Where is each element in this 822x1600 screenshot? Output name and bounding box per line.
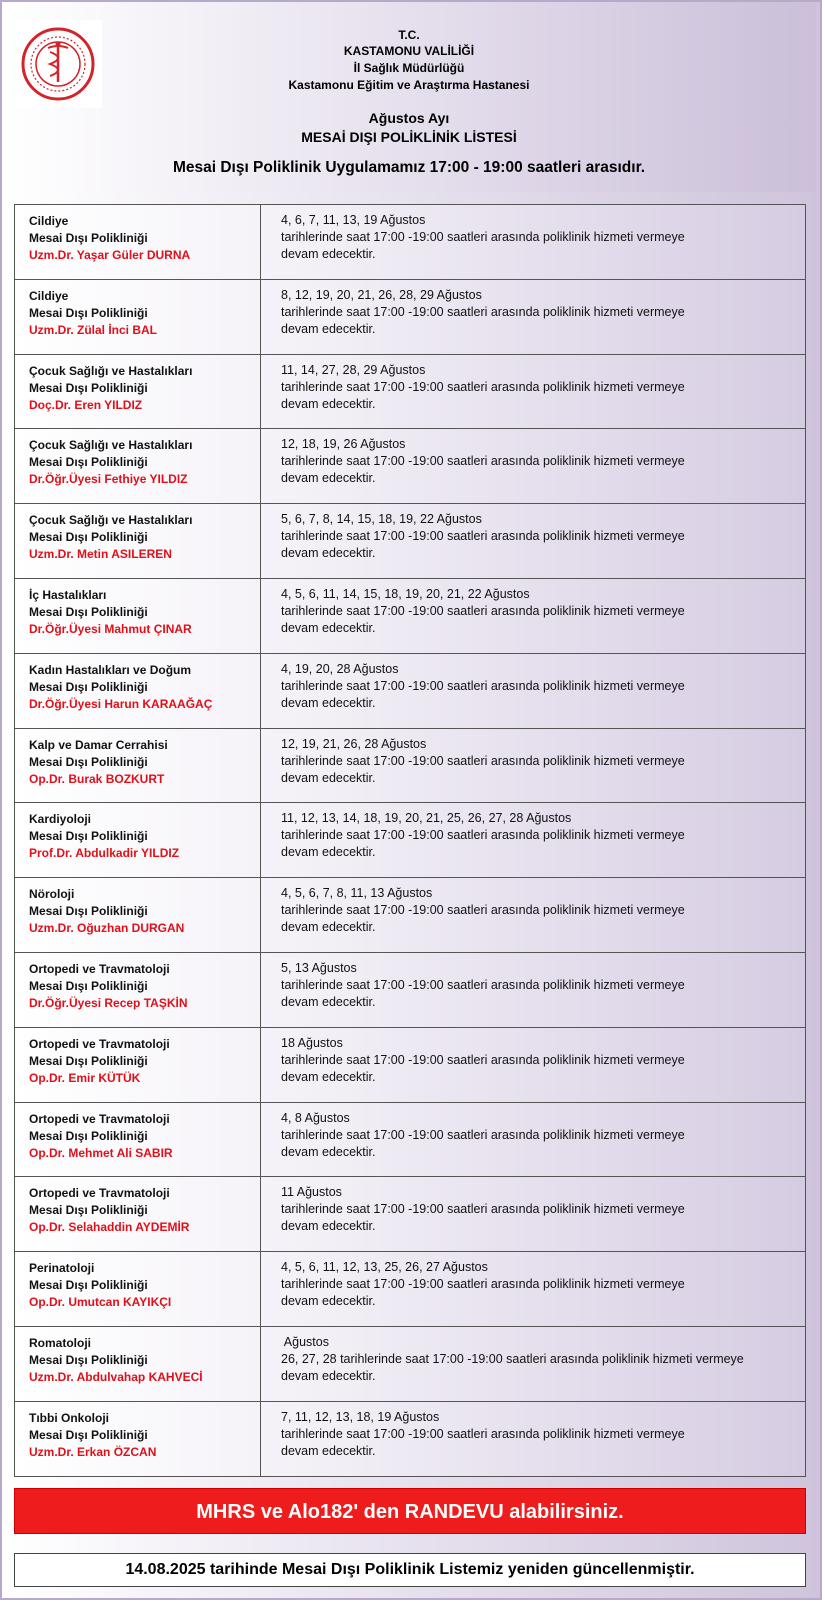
clinic-label: Mesai Dışı Polikliniği <box>29 530 148 545</box>
clinic-label: Mesai Dışı Polikliniği <box>29 1352 148 1367</box>
table-row <box>14 953 806 1028</box>
clinic-label: Mesai Dışı Polikliniği <box>29 904 148 919</box>
doctor-name: Op.Dr. Burak BOZKURT <box>29 771 165 786</box>
table-row <box>14 355 806 430</box>
clinic-cell <box>15 953 261 1027</box>
schedule-detail: tarihlerinde saat 17:00 -19:00 saatleri arasında poliklinik hizmeti vermeye <box>281 678 685 693</box>
doctor-name: Op.Dr. Emir KÜTÜK <box>29 1070 141 1085</box>
schedule-tail: devam edecektir. <box>281 546 376 561</box>
table-row <box>14 1402 806 1477</box>
schedule-dates: 4, 8 Ağustos <box>281 1110 350 1125</box>
clinic-cell <box>15 579 261 653</box>
clinic-cell <box>15 1327 261 1401</box>
schedule-dates: 4, 5, 6, 7, 8, 11, 13 Ağustos <box>281 886 433 901</box>
schedule-cell <box>269 878 805 952</box>
header-hospital: Kastamonu Eğitim ve Araştırma Hastanesi <box>288 78 530 92</box>
doctor-name: Uzm.Dr. Oğuzhan DURGAN <box>29 921 185 936</box>
schedule-cell <box>269 1402 805 1476</box>
table-row <box>14 205 806 280</box>
department-name: Çocuk Sağlığı ve Hastalıkları <box>29 363 193 378</box>
schedule-cell <box>269 355 805 429</box>
schedule-dates: 4, 5, 6, 11, 12, 13, 25, 26, 27 Ağustos <box>281 1260 488 1275</box>
table-row <box>14 1103 806 1178</box>
department-name: Kalp ve Damar Cerrahisi <box>29 737 168 752</box>
schedule-detail: tarihlerinde saat 17:00 -19:00 saatleri arasında poliklinik hizmeti vermeye <box>281 1277 685 1292</box>
schedule-cell <box>269 803 805 877</box>
schedule-detail: tarihlerinde saat 17:00 -19:00 saatleri arasında poliklinik hizmeti vermeye <box>281 454 685 469</box>
schedule-detail: tarihlerinde saat 17:00 -19:00 saatleri arasında poliklinik hizmeti vermeye <box>281 529 685 544</box>
department-name: Çocuk Sağlığı ve Hastalıkları <box>29 513 193 528</box>
schedule-dates: 11, 12, 13, 14, 18, 19, 20, 21, 25, 26, 27, 28 Ağustos <box>281 811 572 826</box>
clinic-cell <box>15 878 261 952</box>
department-name: Ortopedi ve Travmatoloji <box>29 961 170 976</box>
schedule-tail: devam edecektir. <box>281 1443 376 1458</box>
schedule-tail: devam edecektir. <box>281 1219 376 1234</box>
schedule-cell <box>269 429 805 503</box>
header-list-title: MESAİ DIŞI POLİKLİNİK LİSTESİ <box>301 129 517 145</box>
schedule-dates: 11, 14, 27, 28, 29 Ağustos <box>281 362 426 377</box>
schedule-tail: devam edecektir. <box>281 247 376 261</box>
department-name: Ortopedi ve Travmatoloji <box>29 1111 170 1126</box>
doctor-name: Dr.Öğr.Üyesi Mahmut ÇINAR <box>29 621 192 636</box>
table-row <box>14 878 806 953</box>
schedule-detail: tarihlerinde saat 17:00 -19:00 saatleri arasında poliklinik hizmeti vermeye <box>281 1202 685 1217</box>
schedule-tail: devam edecektir. <box>281 396 376 411</box>
clinic-label: Mesai Dışı Polikliniği <box>29 679 148 694</box>
doctor-name: Uzm.Dr. Metin ASILEREN <box>29 547 172 562</box>
clinic-label: Mesai Dışı Polikliniği <box>29 1128 148 1143</box>
clinic-cell <box>15 429 261 503</box>
department-name: Cildiye <box>29 214 69 228</box>
clinic-cell <box>15 654 261 728</box>
update-note: 14.08.2025 tarihinde Mesai Dışı Poliklinik Listemiz yeniden güncellenmiştir. <box>14 1553 806 1587</box>
clinic-cell <box>15 729 261 803</box>
table-row <box>14 429 806 504</box>
schedule-detail: tarihlerinde saat 17:00 -19:00 saatleri arasında poliklinik hizmeti vermeye <box>281 230 685 244</box>
schedule-tail: devam edecektir. <box>281 994 376 1009</box>
schedule-cell <box>269 654 805 728</box>
schedule-cell <box>269 1028 805 1102</box>
schedule-tail: devam edecektir. <box>281 620 376 635</box>
clinic-label: Mesai Dışı Polikliniği <box>29 380 148 395</box>
schedule-cell <box>269 1177 805 1251</box>
table-row <box>14 803 806 878</box>
schedule-cell <box>269 729 805 803</box>
schedule-cell <box>269 579 805 653</box>
doctor-name: Uzm.Dr. Yaşar Güler DURNA <box>29 248 191 262</box>
table-row <box>14 1327 806 1402</box>
schedule-dates: 5, 13 Ağustos <box>281 960 357 975</box>
schedule-cell <box>269 504 805 578</box>
header-tc: T.C. <box>398 28 420 42</box>
clinic-label: Mesai Dışı Polikliniği <box>29 1278 148 1293</box>
schedule-dates: 5, 6, 7, 8, 14, 15, 18, 19, 22 Ağustos <box>281 512 482 527</box>
schedule-tail: devam edecektir. <box>281 471 376 486</box>
schedule-detail: tarihlerinde saat 17:00 -19:00 saatleri arasında poliklinik hizmeti vermeye <box>281 828 685 843</box>
doctor-name: Op.Dr. Selahaddin AYDEMİR <box>29 1220 190 1235</box>
doctor-name: Op.Dr. Mehmet Ali SABIR <box>29 1145 173 1160</box>
clinic-label: Mesai Dışı Polikliniği <box>29 1053 148 1068</box>
schedule-cell <box>269 1252 805 1326</box>
department-name: İç Hastalıkları <box>29 587 107 602</box>
doctor-name: Uzm.Dr. Abdulvahap KAHVECİ <box>29 1369 203 1384</box>
schedule-detail: tarihlerinde saat 17:00 -19:00 saatleri arasında poliklinik hizmeti vermeye <box>281 903 685 918</box>
clinic-label: Mesai Dışı Polikliniği <box>29 604 148 619</box>
department-name: Romatoloji <box>29 1335 91 1350</box>
department-name: Perinatoloji <box>29 1261 95 1276</box>
department-name: Kardiyoloji <box>29 812 92 827</box>
header-valilik: KASTAMONU VALİLİĞİ <box>343 44 475 58</box>
table-row <box>14 1028 806 1103</box>
schedule-detail: tarihlerinde saat 17:00 -19:00 saatleri arasında poliklinik hizmeti vermeye <box>281 603 685 618</box>
clinic-cell <box>15 205 261 279</box>
department-name: Çocuk Sağlığı ve Hastalıkları <box>29 438 193 453</box>
page-header <box>2 2 816 192</box>
clinic-cell <box>15 1103 261 1177</box>
clinic-cell <box>15 1402 261 1476</box>
doctor-name: Prof.Dr. Abdulkadir YILDIZ <box>29 846 180 861</box>
schedule-cell <box>269 1103 805 1177</box>
department-name: Nöroloji <box>29 887 75 902</box>
schedule-dates: 11 Ağustos <box>281 1185 342 1200</box>
schedule-cell <box>269 280 805 354</box>
table-row <box>14 1252 806 1327</box>
schedule-dates: 8, 12, 19, 20, 21, 26, 28, 29 Ağustos <box>281 287 482 302</box>
table-row <box>14 654 806 729</box>
schedule-detail: tarihlerinde saat 17:00 -19:00 saatleri arasında poliklinik hizmeti vermeye <box>281 1127 685 1142</box>
schedule-dates: 4, 5, 6, 11, 14, 15, 18, 19, 20, 21, 22 Ağustos <box>281 586 530 601</box>
schedule-dates: 4, 19, 20, 28 Ağustos <box>281 661 399 676</box>
schedule-detail: tarihlerinde saat 17:00 -19:00 saatleri arasında poliklinik hizmeti vermeye <box>281 1052 685 1067</box>
schedule-detail: 26, 27, 28 tarihlerinde saat 17:00 -19:00 saatleri arasında poliklinik hizmeti vermeye <box>281 1351 744 1366</box>
clinic-schedule-table <box>14 204 806 1477</box>
department-name: Kadın Hastalıkları ve Doğum <box>29 662 192 677</box>
schedule-tail: devam edecektir. <box>281 1294 376 1309</box>
clinic-cell <box>15 1177 261 1251</box>
clinic-cell <box>15 1028 261 1102</box>
schedule-tail: devam edecektir. <box>281 845 376 860</box>
schedule-tail: devam edecektir. <box>281 1069 376 1084</box>
clinic-label: Mesai Dışı Polikliniği <box>29 978 148 993</box>
clinic-label: Mesai Dışı Polikliniği <box>29 1203 148 1218</box>
clinic-label: Mesai Dışı Polikliniği <box>29 1427 148 1442</box>
clinic-cell <box>15 1252 261 1326</box>
schedule-dates: 7, 11, 12, 13, 18, 19 Ağustos <box>281 1409 440 1424</box>
schedule-cell <box>269 953 805 1027</box>
table-row <box>14 1177 806 1252</box>
schedule-dates: 12, 18, 19, 26 Ağustos <box>281 437 406 452</box>
schedule-dates: 12, 19, 21, 26, 28 Ağustos <box>281 736 427 751</box>
clinic-label: Mesai Dışı Polikliniği <box>29 754 148 769</box>
schedule-tail: devam edecektir. <box>281 920 376 935</box>
schedule-dates: 4, 6, 7, 11, 13, 19 Ağustos <box>281 213 426 227</box>
schedule-cell <box>269 1327 805 1401</box>
clinic-cell <box>15 504 261 578</box>
doctor-name: Dr.Öğr.Üyesi Fethiye YILDIZ <box>29 472 188 487</box>
appointment-banner: MHRS ve Alo182' den RANDEVU alabilirsiniz. <box>14 1488 806 1534</box>
clinic-label: Mesai Dışı Polikliniği <box>29 455 148 470</box>
clinic-cell <box>15 355 261 429</box>
department-name: Ortopedi ve Travmatoloji <box>29 1186 170 1201</box>
schedule-detail: tarihlerinde saat 17:00 -19:00 saatleri arasında poliklinik hizmeti vermeye <box>281 753 685 768</box>
header-mudurluk: İl Sağlık Müdürlüğü <box>353 61 465 75</box>
table-row <box>14 729 806 804</box>
clinic-label: Mesai Dışı Polikliniği <box>29 305 148 320</box>
schedule-dates: 18 Ağustos <box>281 1035 343 1050</box>
table-row <box>14 579 806 654</box>
department-name: Ortopedi ve Travmatoloji <box>29 1036 170 1051</box>
schedule-detail: tarihlerinde saat 17:00 -19:00 saatleri arasında poliklinik hizmeti vermeye <box>281 977 685 992</box>
schedule-tail: devam edecektir. <box>281 695 376 710</box>
schedule-detail: tarihlerinde saat 17:00 -19:00 saatleri arasında poliklinik hizmeti vermeye <box>281 1426 685 1441</box>
schedule-tail: devam edecektir. <box>281 1144 376 1159</box>
clinic-label: Mesai Dışı Polikliniği <box>29 231 148 245</box>
schedule-dates: Ağustos <box>281 1334 329 1349</box>
doctor-name: Dr.Öğr.Üyesi Recep TAŞKİN <box>29 995 188 1010</box>
department-name: Cildiye <box>29 288 69 303</box>
clinic-cell <box>15 803 261 877</box>
doctor-name: Uzm.Dr. Zülal İnci BAL <box>29 322 158 337</box>
schedule-tail: devam edecektir. <box>281 321 376 336</box>
schedule-tail: devam edecektir. <box>281 770 376 785</box>
doctor-name: Uzm.Dr. Erkan ÖZCAN <box>29 1444 157 1459</box>
clinic-label: Mesai Dışı Polikliniği <box>29 829 148 844</box>
schedule-cell <box>269 205 805 279</box>
header-month: Ağustos Ayı <box>368 110 450 126</box>
doctor-name: Doç.Dr. Eren YILDIZ <box>29 397 143 412</box>
clinic-cell <box>15 280 261 354</box>
schedule-detail: tarihlerinde saat 17:00 -19:00 saatleri arasında poliklinik hizmeti vermeye <box>281 304 685 319</box>
table-row <box>14 504 806 579</box>
doctor-name: Op.Dr. Umutcan KAYIKÇI <box>29 1295 172 1310</box>
header-hours-note: Mesai Dışı Poliklinik Uygulamamız 17:00 - 19:00 saatleri arasıdır. <box>172 159 646 176</box>
schedule-detail: tarihlerinde saat 17:00 -19:00 saatleri arasında poliklinik hizmeti vermeye <box>281 379 685 394</box>
doctor-name: Dr.Öğr.Üyesi Harun KARAAĞAÇ <box>29 696 213 711</box>
department-name: Tıbbi Onkoloji <box>29 1410 109 1425</box>
table-row <box>14 280 806 355</box>
schedule-tail: devam edecektir. <box>281 1368 376 1383</box>
